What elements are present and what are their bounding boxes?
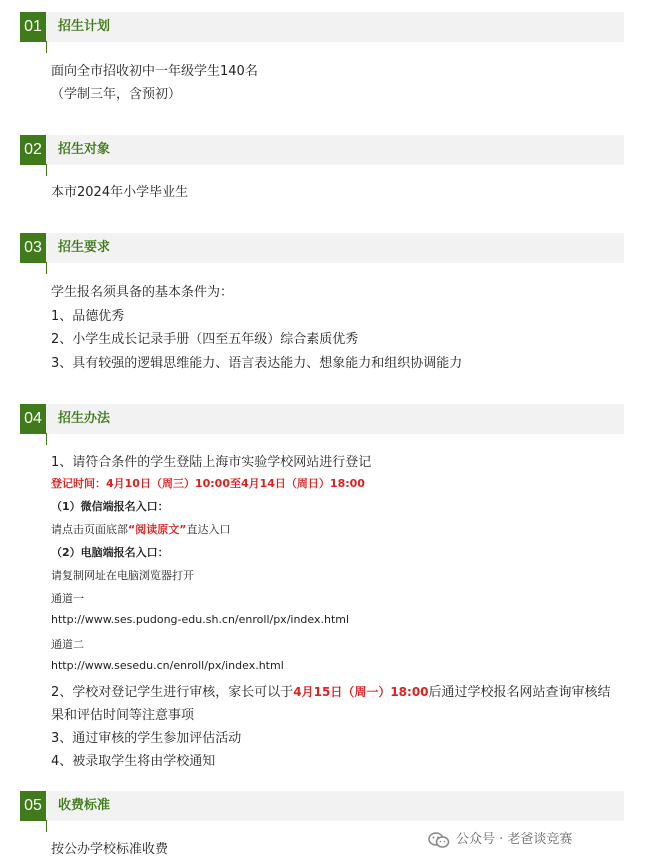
text-line: 本市2024年小学毕业生 — [51, 185, 189, 200]
section-number: 02 — [20, 135, 46, 165]
text-line: 按公办学校标准收费 — [51, 842, 169, 857]
wechat-entry-desc — [51, 521, 230, 537]
section-number: 04 — [20, 404, 46, 434]
review-time: 4月15日（周一）18:00 — [293, 685, 429, 699]
text-span: 2、学校对登记学生进行审核，家长可以于 — [51, 685, 294, 700]
text-line: 面向全市招收初中一年级学生140名 — [51, 64, 258, 79]
wechat-icon — [428, 831, 450, 849]
section-number: 03 — [20, 233, 46, 263]
channel-label: 通道二 — [51, 638, 84, 651]
section-divider — [46, 41, 47, 53]
text-line: （学制三年，含预初） — [51, 87, 182, 102]
text-line: 1、请符合条件的学生登陆上海市实验学校网站进行登记 — [51, 455, 372, 470]
channel-label: 通道一 — [51, 592, 84, 605]
channel-url[interactable]: http://www.sesedu.cn/enroll/px/index.html — [51, 659, 284, 672]
section-header-01 — [20, 12, 624, 42]
section-title: 招生办法 — [58, 411, 111, 426]
section-title: 招生对象 — [58, 142, 111, 157]
section-divider — [46, 164, 47, 176]
section-divider — [46, 262, 47, 274]
watermark-text: 公众号 · 老爸谈竞赛 — [456, 832, 573, 847]
section-header-02 — [20, 135, 624, 165]
section-number: 01 — [20, 12, 46, 42]
section-divider — [46, 820, 47, 832]
registration-time: 登记时间：4月10日（周三）10:00至4月14日（周日）18:00 — [51, 477, 365, 490]
section-number: 05 — [20, 791, 46, 821]
section-divider — [46, 433, 47, 445]
read-original-link[interactable]: “阅读原文” — [128, 523, 187, 536]
text-line: 3、具有较强的逻辑思维能力、语言表达能力、想象能力和组织协调能力 — [51, 356, 463, 371]
text-line: 2、小学生成长记录手册（四至五年级）综合素质优秀 — [51, 332, 359, 347]
section-header-05 — [20, 791, 624, 821]
text-line — [51, 681, 611, 700]
section-header-04 — [20, 404, 624, 434]
watermark — [428, 828, 572, 849]
text-line: 3、通过审核的学生参加评估活动 — [51, 731, 242, 746]
pc-entry-title: （2）电脑端报名入口： — [51, 546, 169, 559]
pc-entry-desc: 请复制网址在电脑浏览器打开 — [51, 569, 194, 582]
wechat-entry-title: （1）微信端报名入口： — [51, 500, 169, 513]
text-line: 1、品德优秀 — [51, 309, 125, 324]
text-span: 请点击页面底部 — [51, 523, 128, 536]
section-title: 招生要求 — [58, 240, 111, 255]
section-title: 招生计划 — [58, 19, 111, 34]
text-span: 后通过学校报名网站查询审核结 — [428, 685, 611, 700]
text-line: 学生报名须具备的基本条件为： — [51, 285, 234, 300]
text-line: 果和评估时间等注意事项 — [51, 708, 195, 723]
channel-url[interactable]: http://www.ses.pudong-edu.sh.cn/enroll/px/index.html — [51, 613, 350, 626]
text-line: 4、被录取学生将由学校通知 — [51, 754, 216, 769]
section-title: 收费标准 — [58, 798, 111, 813]
section-header-03 — [20, 233, 624, 263]
text-span: 直达入口 — [186, 523, 231, 536]
